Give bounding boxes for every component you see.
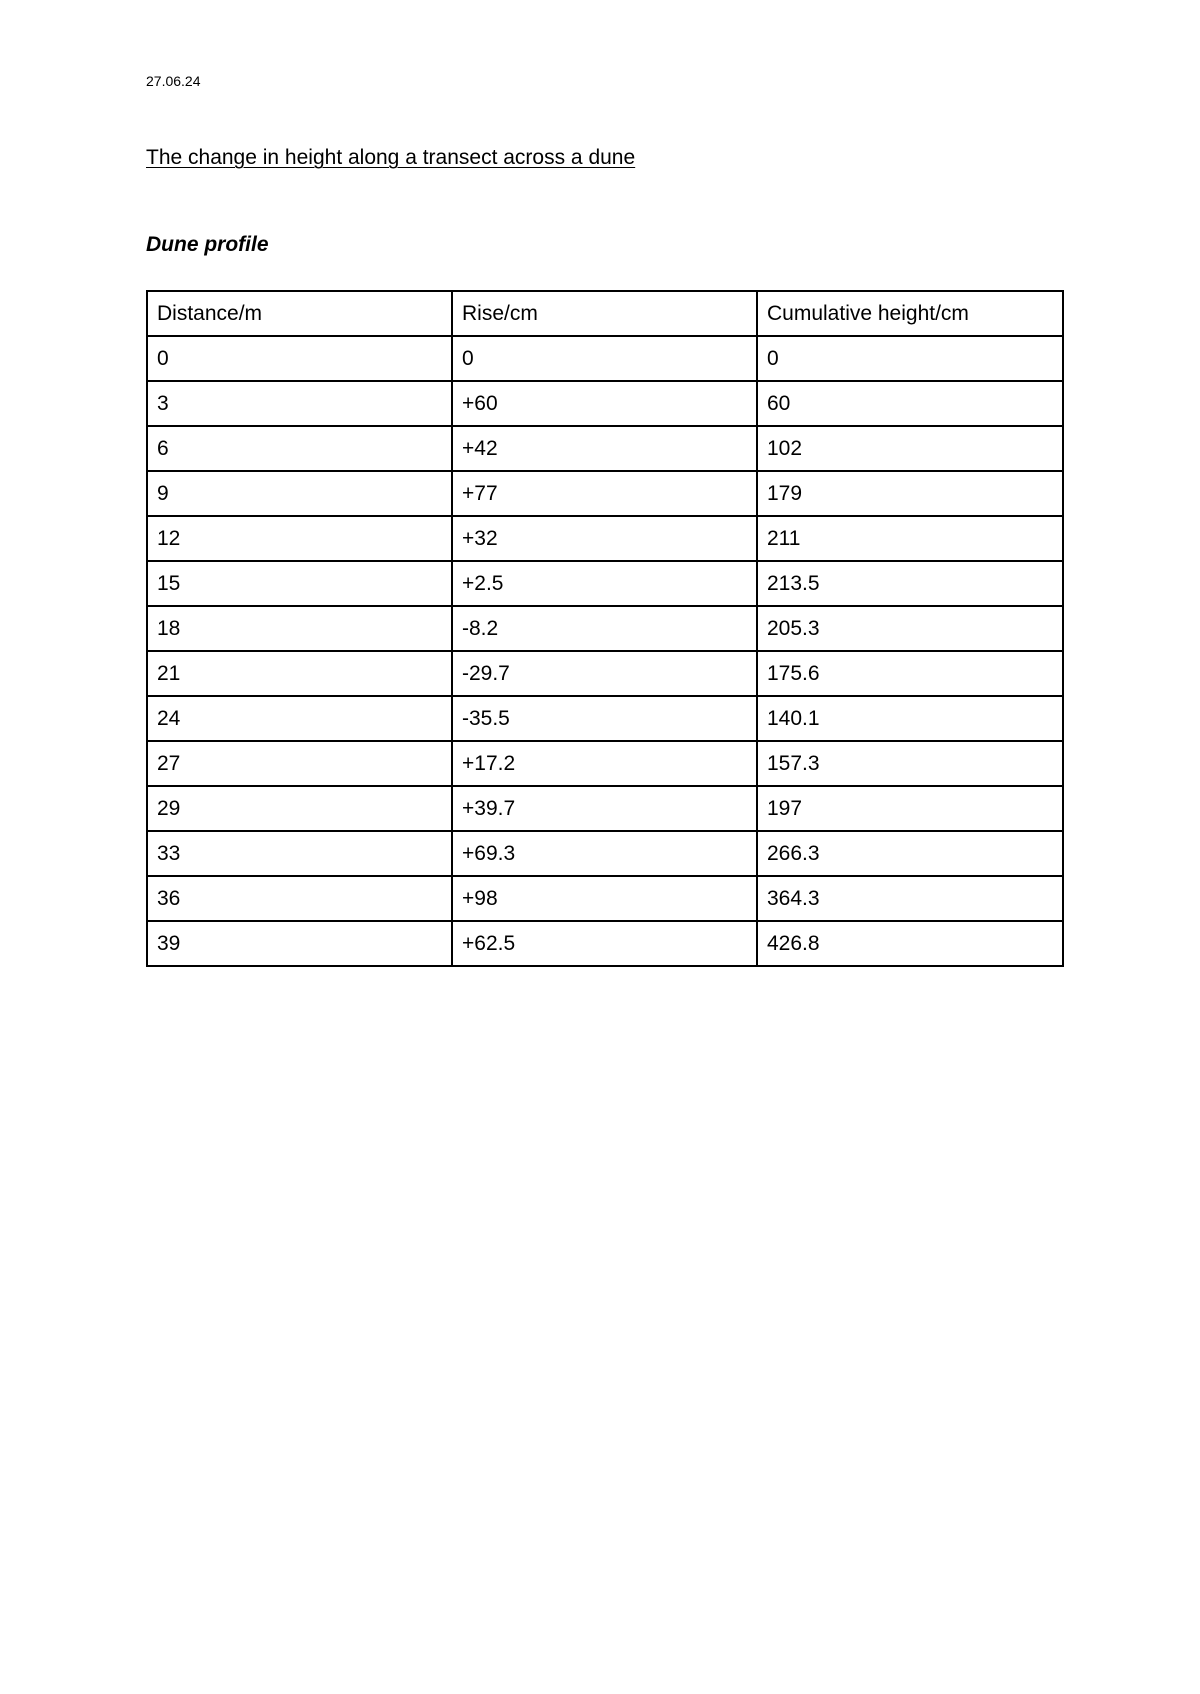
cell-cumulative-height: 197 — [757, 786, 1063, 831]
table-row — [147, 471, 1063, 516]
cell-cumulative-height: 426.8 — [757, 921, 1063, 966]
cell-rise: +77 — [452, 471, 757, 516]
cell-rise: +98 — [452, 876, 757, 921]
header-cell-cumulative-height: Cumulative height/cm — [757, 291, 1063, 336]
header-cell-distance: Distance/m — [147, 291, 452, 336]
cell-rise: +60 — [452, 381, 757, 426]
cell-cumulative-height: 0 — [757, 336, 1063, 381]
cell-distance: 21 — [147, 651, 452, 696]
cell-distance: 12 — [147, 516, 452, 561]
cell-distance: 36 — [147, 876, 452, 921]
table-row — [147, 426, 1063, 471]
table-row — [147, 561, 1063, 606]
cell-distance: 18 — [147, 606, 452, 651]
table-row — [147, 606, 1063, 651]
cell-cumulative-height: 60 — [757, 381, 1063, 426]
cell-cumulative-height: 266.3 — [757, 831, 1063, 876]
cell-cumulative-height: 179 — [757, 471, 1063, 516]
table-row — [147, 651, 1063, 696]
document-date: 27.06.24 — [146, 73, 201, 89]
cell-cumulative-height: 175.6 — [757, 651, 1063, 696]
cell-distance: 6 — [147, 426, 452, 471]
cell-distance: 24 — [147, 696, 452, 741]
cell-rise: +2.5 — [452, 561, 757, 606]
cell-cumulative-height: 157.3 — [757, 741, 1063, 786]
cell-distance: 9 — [147, 471, 452, 516]
cell-cumulative-height: 140.1 — [757, 696, 1063, 741]
cell-rise: +62.5 — [452, 921, 757, 966]
table-row — [147, 336, 1063, 381]
table-row — [147, 741, 1063, 786]
dune-profile-table — [146, 290, 1064, 967]
cell-distance: 39 — [147, 921, 452, 966]
cell-cumulative-height: 364.3 — [757, 876, 1063, 921]
header-cell-rise: Rise/cm — [452, 291, 757, 336]
table-row — [147, 831, 1063, 876]
table-row — [147, 516, 1063, 561]
cell-distance: 27 — [147, 741, 452, 786]
cell-rise: -35.5 — [452, 696, 757, 741]
cell-rise: -29.7 — [452, 651, 757, 696]
cell-cumulative-height: 211 — [757, 516, 1063, 561]
cell-rise: +17.2 — [452, 741, 757, 786]
document-title: The change in height along a transect across a dune — [146, 146, 636, 169]
table-header-row — [147, 291, 1063, 336]
cell-rise: +39.7 — [452, 786, 757, 831]
cell-cumulative-height: 102 — [757, 426, 1063, 471]
table-row — [147, 786, 1063, 831]
cell-cumulative-height: 213.5 — [757, 561, 1063, 606]
cell-distance: 0 — [147, 336, 452, 381]
table-row — [147, 696, 1063, 741]
table-row — [147, 381, 1063, 426]
cell-distance: 15 — [147, 561, 452, 606]
table-caption: Dune profile — [146, 233, 269, 256]
cell-distance: 29 — [147, 786, 452, 831]
cell-rise: -8.2 — [452, 606, 757, 651]
table-row — [147, 921, 1063, 966]
cell-rise: +42 — [452, 426, 757, 471]
cell-distance: 33 — [147, 831, 452, 876]
table-row — [147, 876, 1063, 921]
cell-rise: +69.3 — [452, 831, 757, 876]
cell-rise: 0 — [452, 336, 757, 381]
cell-distance: 3 — [147, 381, 452, 426]
cell-cumulative-height: 205.3 — [757, 606, 1063, 651]
cell-rise: +32 — [452, 516, 757, 561]
